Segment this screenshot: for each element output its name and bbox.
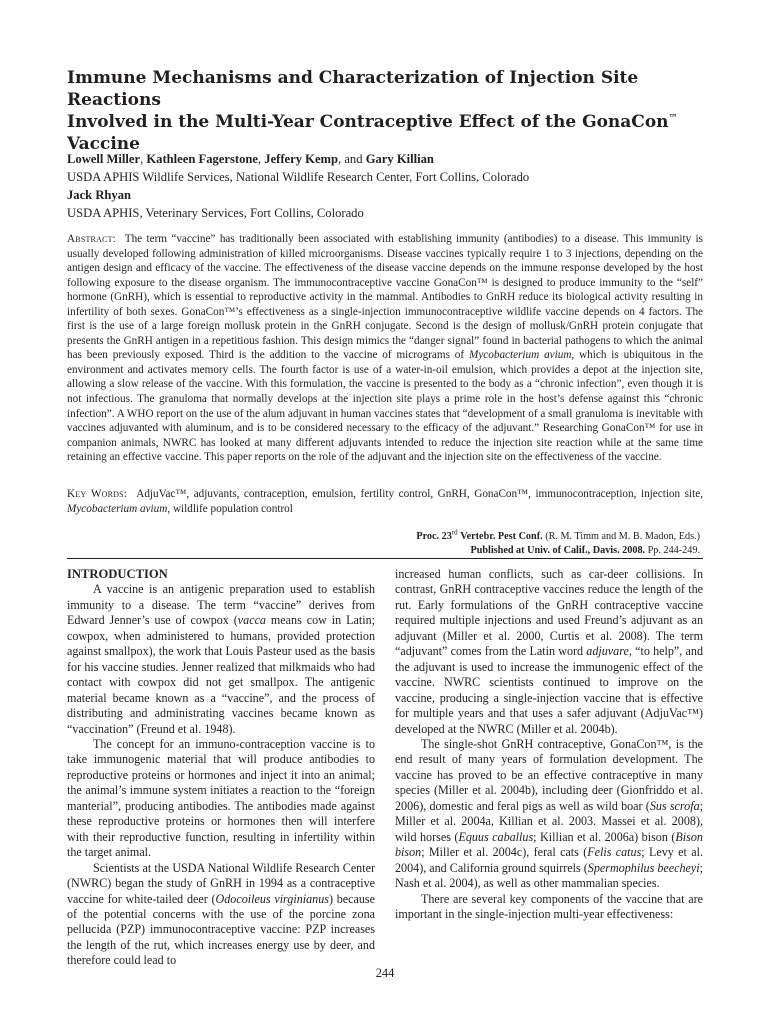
author-block: Lowell Miller, Kathleen Fagerstone, Jeffery Kemp, and Gary Killian USDA APHIS Wildlife Services, National Wildlife Research Center, Fort Collins, Colorado Jack Rhyan USDA APHIS, Veterinary Services, Fort Collins, Colorado [67, 152, 530, 220]
italic-term: adjuvare [586, 644, 629, 659]
citation-bold: Proc. 23 [416, 531, 452, 542]
section-divider [67, 558, 703, 559]
author-name: Lowell Miller [67, 152, 141, 166]
paragraph-text: The single-shot GnRH contraceptive, GonaCon™, is the end result of many years of formulation development. The vaccine has proved to be an effective contraceptive in many species (Miller et al. 2004b), including deer (Gionfriddo et al. 2006), domestic and feral pigs as well as wild boar ( [395, 736, 703, 813]
abstract-label: Abstract: [67, 233, 116, 245]
abstract-text: The term “vaccine” has traditionally been associated with establishing immunity (antibodies) to a disease. This immunity is usually developed following administration of killed microorganisms. Disease vaccines typically require 1 to 3 injections, depending on the antigen design and efficacy of the vaccine. The effectiveness of the disease vaccine depends on the immune response developed by the host following exposure to the disease organism. The immunocontraceptive vaccine GonaCon™ is designed to produce immunity to the “self” hormone (GnRH), which is essential to reproductive activity in the mammal. Antibodies to GnRH reduce its biological activity resulting in infertility of both sexes. GonaCon™’s effectiveness as a single-injection immunocontraceptive wildlife vaccine depends on 4 factors. The first is the use of a large foreign mollusk protein in the GnRH conjugate. Second is the design of mollusk/GnRH protein conjugate that presents the GnRH antigen in a repetitious fashion. This design mimics the “danger signal” found in bacterial pathogens to which the animal has been previously exposed. Third is the addition to the vaccine of micrograms of [67, 233, 703, 362]
author-name: Kathleen Fagerstone [146, 152, 258, 166]
keywords-italic: Mycobacterium avium [67, 502, 168, 515]
paragraph-text: means cow in Latin; cowpox, when administered to humans, provided protection against smallpox), the work that Louis Pasteur used as the basis for his vaccine studies. Jenner realized that milkmaids who had contact with cowpox did not get smallpox. The antigenic material became known as a “vaccine”, and the process of distributing and administrating vaccines became known as “vaccination” (Freund et al. 1948). [67, 613, 376, 736]
paragraph [67, 582, 375, 737]
abstract-italic: Mycobacterium avium [469, 349, 572, 362]
citation-bold: Published at Univ. of Calif., Davis. 2008. [470, 545, 646, 556]
author-conjunction: and [344, 152, 363, 166]
italic-term: Felis catus [587, 845, 642, 860]
paragraph-text: ; Killian et al. 2006a) bison ( [533, 829, 676, 844]
author-name: Jack Rhyan [67, 188, 132, 202]
abstract [67, 232, 703, 465]
paragraph-text: ; Miller et al. 2004a, Killian et al. 2003. Massei et al. 2008), wild horses ( [395, 798, 703, 844]
keywords-label: Key Words: [67, 488, 128, 500]
citation-bold: Vertebr. Pest Conf. [460, 531, 543, 542]
page-number: 244 [375, 966, 395, 980]
abstract-text: , which is ubiquitous in the environment and activates memory cells. The fourth factor is use of a water-in-oil emulsion, which provides a depot at the injection site, allowing a slow release of the vaccine. With this formulation, the vaccine is presented to the body as a “chronic infection”, even though it is not infectious. The granuloma that normally develops at the injection site plays a prime role in the host’s defense against this “chronic infection”. A WHO report on the use of the alum adjuvant in human vaccines states that “development of a small granuloma is inevitable with vaccines adjuvanted with aluminum, and is to be considered necessary to the efficacy of the adjuvant.” Researching GonaCon™ for use in companion animals, NWRC has looked at many different adjuvants intended to reduce the injection site reaction while at the same time retaining an effective vaccine. This paper reports on the role of the adjuvant and the injection site on the effectiveness of the vaccine. [67, 349, 703, 464]
italic-term: Bison bison [395, 829, 703, 860]
italic-term: Equus caballus [458, 829, 534, 844]
paragraph [395, 737, 703, 892]
section-heading: INTRODUCTION [67, 567, 168, 581]
article-title [67, 67, 717, 155]
paragraph-text: ; Miller et al. 2004c), feral cats ( [421, 845, 588, 860]
italic-term: Odocoileus virginianus [215, 891, 329, 906]
paragraph-text: ; Nash et al. 2004), as well as other mammalian species. [395, 860, 704, 891]
italic-term: Spermophilus beecheyi [587, 860, 700, 875]
paragraph-text: , “to help”, and the adjuvant is used to increase the immunogenic effect of the vaccine. NWRC scientists continued to improve on the vaccine, producing a single-injection vaccine that is effective for multiple years and that uses a safer adjuvant (AdjuVac™) developed at the NWRC (Miller et al. 2004b). [395, 644, 703, 736]
keywords-text: , wildlife population control [167, 502, 293, 515]
paragraph [395, 892, 703, 923]
keywords [67, 487, 703, 516]
title-line-2: Involved in the Multi-Year Contraceptive Effect of the GonaCon [67, 112, 669, 132]
paragraph-text: ) because of the potential concerns with the use of the porcine zona pellucida (PZP) immunocontraceptive vaccine: PZP increases the length of the rut, which increases energy use by deer, and therefore could lead to [67, 891, 375, 968]
left-column [67, 567, 375, 969]
title-line-1: Immune Mechanisms and Characterization of Injection Site Reactions [67, 68, 639, 110]
paragraph-text: A vaccine is an antigenic preparation used to establish immunity to a disease. The term “vaccine” derives from Edward Jenner’s use of cowpox ( [67, 582, 375, 628]
citation-superscript: rd [451, 528, 458, 537]
author-affiliation: USDA APHIS Wildlife Services, National Wildlife Research Center, Fort Collins, Colorado [67, 170, 530, 184]
paragraph [67, 861, 375, 969]
paragraph-text: increased human conflicts, such as car-deer collisions. In contrast, GnRH contraceptive vaccines reduce the length of the rut. Early formulations of the GnRH contraceptive vaccine required multiple injections and used Freund’s adjuvant as an adjuvant (Miller et al. 2000, Curtis et al. 2008). The term “adjuvant” comes from the Latin word [395, 567, 703, 659]
author-name: Jeffery Kemp [264, 152, 339, 166]
paragraph [67, 737, 375, 861]
italic-term: vacca [237, 613, 266, 628]
keywords-text: AdjuVac™, adjuvants, contraception, emulsion, fertility control, GnRH, GonaCon™, immunocontraception, injection site, [136, 488, 703, 500]
citation-block [416, 530, 700, 558]
title-line-3: Vaccine [67, 134, 140, 154]
paragraph-text: There are several key components of the vaccine that are important in the single-injection multi-year effectiveness: [395, 891, 703, 921]
author-name: Gary Killian [365, 152, 434, 166]
citation-text: Pp. 244-249. [647, 545, 700, 556]
paragraph [395, 567, 703, 737]
citation-text: (R. M. Timm and M. B. Madon, Eds.) [545, 531, 700, 542]
paragraph-text: The concept for an immuno-contraception vaccine is to take immunogenic material that will produce antibodies to reproductive proteins or hormones and inject it into an animal; the animal’s immune system initiates a reaction to the “foreign manterial”, producing antibodies. The antibodies made against these reproductive proteins or hormones then will interfere with their reproductive function, resulting in infertility within the target animal. [67, 736, 375, 860]
author-affiliation: USDA APHIS, Veterinary Services, Fort Collins, Colorado [67, 206, 364, 220]
right-column [395, 567, 703, 922]
trademark-symbol: ™ [668, 113, 678, 124]
italic-term: Sus scrofa [649, 798, 700, 813]
paragraph-text: ; Levy et al. 2004), and California ground squirrels ( [395, 845, 703, 875]
paragraph-text: Scientists at the USDA National Wildlife Research Center (NWRC) began the study of GnRH in 1994 as a contraceptive vaccine for white-tailed deer ( [67, 860, 375, 906]
